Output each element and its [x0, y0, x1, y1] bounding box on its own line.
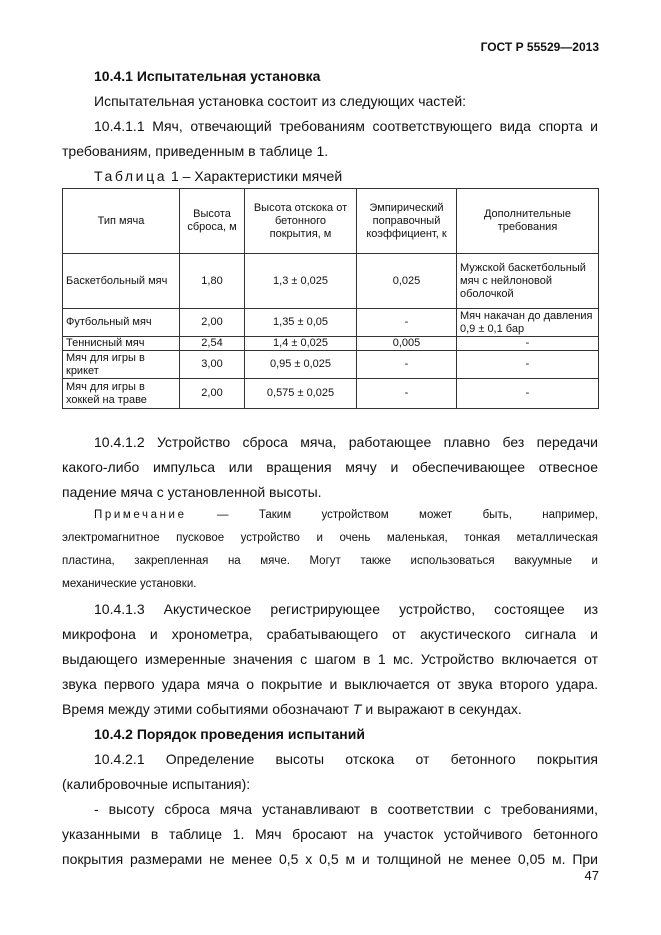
- paragraph-10-4-1-2-line: какого-либо импульса или вращения мячу и обеспечивающее отвесное: [62, 459, 598, 475]
- paragraph-10-4-1-3-line: 10.4.1.3 Акустическое регистрирующее устройство, состоящее из: [94, 601, 598, 617]
- column-header: Тип мяча: [63, 189, 180, 254]
- table-cell: Мяч накачан до давления 0,9 ± 0,1 бар: [457, 309, 599, 337]
- table-cell: -: [357, 309, 457, 337]
- note-text: — Таким устройством может быть, например,: [216, 509, 598, 521]
- document-code: ГОСТ Р 55529—2013: [480, 40, 599, 54]
- table-row: [63, 379, 599, 409]
- paragraph-10-4-1-2-line: 10.4.1.2 Устройство сброса мяча, работающее плавно без передачи: [94, 434, 598, 450]
- table-cell: 0,005: [357, 337, 457, 351]
- table-row: [63, 309, 599, 337]
- text-fragment: и выражают в секундах.: [361, 701, 522, 717]
- table-cell: 1,35 ± 0,05: [245, 309, 357, 337]
- page-number: 47: [584, 868, 599, 883]
- paragraph-drop-height-line: указанными в таблице 1. Мяч бросают на участок устойчивого бетонного: [62, 826, 598, 842]
- table-cell: -: [457, 337, 599, 351]
- note-label: Примечание: [94, 509, 187, 521]
- table-caption-prefix: Таблица: [94, 168, 168, 184]
- table-cell: Баскетбольный мяч: [63, 254, 180, 309]
- table-cell: Теннисный мяч: [63, 337, 180, 351]
- table-cell: 1,3 ± 0,025: [245, 254, 357, 309]
- table-cell: 2,00: [180, 309, 245, 337]
- note-line: [94, 509, 598, 521]
- ball-characteristics-table: [62, 188, 599, 409]
- text-fragment: Время между этими событиями обозначают: [62, 701, 353, 717]
- table-cell: Мяч для игры в крикет: [63, 351, 180, 379]
- column-header: Высота отскока от бетонного покрытия, м: [245, 189, 357, 254]
- table-cell: -: [457, 351, 599, 379]
- table-cell: 3,00: [180, 351, 245, 379]
- note-line: механические установки.: [62, 578, 197, 590]
- table-cell: Мужской баскетбольный мяч с нейлоновой оболочкой: [457, 254, 599, 309]
- table-caption-text: 1 – Характеристики мячей: [170, 168, 343, 184]
- table-cell: 0,575 ± 0,025: [245, 379, 357, 409]
- table-row: [63, 254, 599, 309]
- table-cell: -: [357, 379, 457, 409]
- variable-t: T: [352, 701, 362, 717]
- paragraph-10-4-2-1-line: (калибровочные испытания):: [62, 776, 251, 792]
- paragraph-10-4-1-1-line: требованиям, приведенным в таблице 1.: [62, 143, 329, 159]
- paragraph-10-4-1-3-line: звука первого удара мяча о покрытие и выключается от звука второго удара.: [62, 676, 598, 692]
- table-cell: 0,95 ± 0,025: [245, 351, 357, 379]
- table-cell: 1,80: [180, 254, 245, 309]
- table-row: [63, 337, 599, 351]
- paragraph-10-4-1-1-line: 10.4.1.1 Мяч, отвечающий требованиям соответствующего вида спорта и: [94, 118, 598, 134]
- paragraph-10-4-1-3-line: [62, 701, 522, 717]
- note-line: пластина, закрепленная на мяче. Могут также использоваться вакуумные и: [62, 555, 598, 567]
- table-row: [63, 351, 599, 379]
- table-cell: Футбольный мяч: [63, 309, 180, 337]
- table-cell: -: [357, 351, 457, 379]
- note-line: электромагнитное пусковое устройство и очень маленькая, тонкая металлическая: [62, 532, 598, 544]
- table-cell: 0,025: [357, 254, 457, 309]
- section-heading-10-4-2: 10.4.2 Порядок проведения испытаний: [94, 726, 365, 742]
- table-cell: 1,4 ± 0,025: [245, 337, 357, 351]
- table-cell: 2,54: [180, 337, 245, 351]
- section-heading-10-4-1: 10.4.1 Испытательная установка: [94, 68, 321, 84]
- table-cell: Мяч для игры в хоккей на траве: [63, 379, 180, 409]
- column-header: Дополнительные требования: [457, 189, 599, 254]
- paragraph-drop-height-line: - высоту сброса мяча устанавливают в соответствии с требованиями,: [94, 801, 598, 817]
- table-cell: -: [457, 379, 599, 409]
- column-header: Высота сброса, м: [180, 189, 245, 254]
- table-cell: 2,00: [180, 379, 245, 409]
- table-caption: [94, 168, 342, 184]
- column-header: Эмпирический поправочный коэффициент, к: [357, 189, 457, 254]
- paragraph-10-4-1-3-line: микрофона и хронометра, срабатывающего от акустического сигнала и: [62, 626, 598, 642]
- table-header-row: [63, 189, 599, 254]
- paragraph-10-4-1-3-line: выдающего измеренные значения с шагом в 1 мс. Устройство включается от: [62, 651, 598, 667]
- paragraph-intro: Испытательная установка состоит из следующих частей:: [94, 93, 467, 109]
- paragraph-drop-height-line: покрытия размерами не менее 0,5 х 0,5 м и толщиной не менее 0,05 м. При: [62, 851, 598, 867]
- paragraph-10-4-1-2-line: падение мяча с установленной высоты.: [62, 484, 322, 500]
- paragraph-10-4-2-1-line: 10.4.2.1 Определение высоты отскока от бетонного покрытия: [94, 751, 598, 767]
